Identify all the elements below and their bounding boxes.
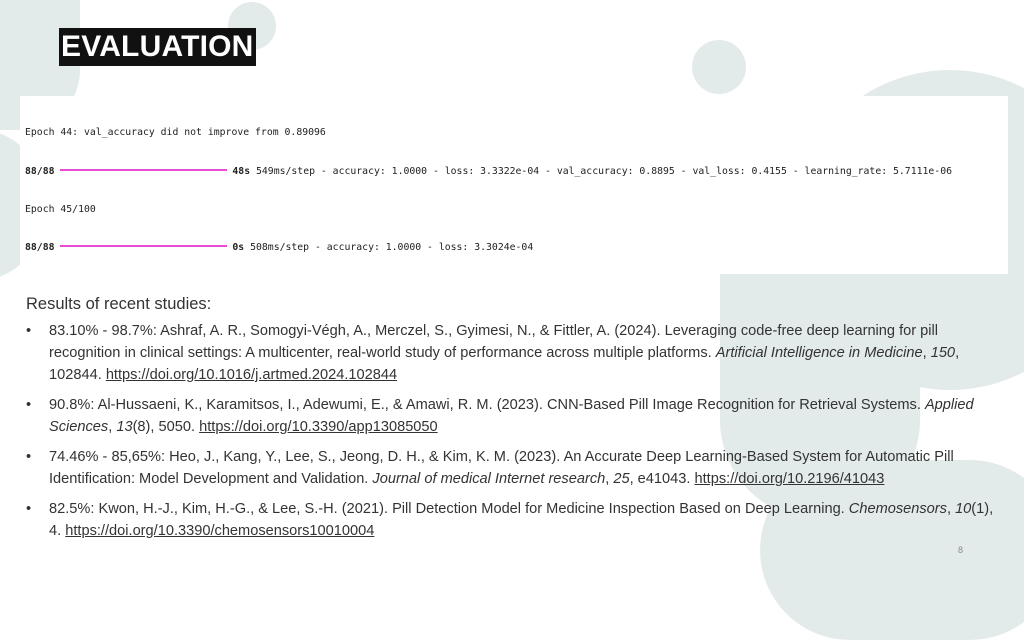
- log-metrics: 508ms/step - accuracy: 1.0000 - loss: 3.3024e-04: [244, 241, 534, 253]
- studies-list: [26, 320, 1006, 550]
- list-item: [26, 320, 1006, 386]
- volume: 25: [613, 471, 630, 487]
- log-line: Epoch 44: val_accuracy did not improve from 0.89096: [25, 127, 326, 139]
- progress-bar: [60, 245, 227, 247]
- journal-name: Chemosensors: [848, 501, 947, 517]
- volume: 13: [116, 419, 133, 435]
- separator: ,: [605, 471, 614, 487]
- list-item: [26, 446, 1006, 490]
- page-number: 8: [958, 545, 964, 555]
- progress-bar: [60, 169, 227, 171]
- bullet: •: [26, 449, 32, 465]
- journal-name: Journal of medical Internet research: [372, 471, 606, 487]
- volume: 150: [930, 345, 956, 361]
- step-count: 88/88: [25, 241, 55, 253]
- pages: , e41043.: [629, 471, 695, 487]
- step-time: 0s: [232, 241, 245, 253]
- volume: 10: [955, 501, 972, 517]
- log-line: [25, 242, 1008, 255]
- slide-title: EVALUATION: [59, 28, 256, 66]
- study-citation: 82.5%: Kwon, H.-J., Kim, H.-G., & Lee, S.-H. (2021). Pill Detection Model for Medicine Inspection Based on Deep Learning.: [49, 501, 849, 517]
- bullet: •: [26, 501, 32, 517]
- doi-link[interactable]: https://doi.org/10.2196/41043: [694, 471, 885, 487]
- log-line: [25, 166, 1008, 179]
- step-time: 48s: [232, 165, 251, 177]
- pages: , 102844.: [49, 345, 960, 383]
- separator: ,: [922, 345, 931, 361]
- journal-name: Applied Sciences: [49, 397, 974, 435]
- journal-name: Artificial Intelligence in Medicine: [715, 345, 923, 361]
- list-item: [26, 394, 1006, 438]
- bullet: •: [26, 323, 32, 339]
- study-citation: 90.8%: Al-Hussaeni, K., Karamitsos, I., Adewumi, E., & Amawi, R. M. (2023). CNN-Based Pill Image Recognition for Retrieval Systems.: [49, 397, 925, 413]
- background-shape: [692, 40, 746, 94]
- step-count: 88/88: [25, 165, 55, 177]
- pages: (8), 5050.: [132, 419, 200, 435]
- log-metrics: 549ms/step - accuracy: 1.0000 - loss: 3.3322e-04 - val_accuracy: 0.8895 - val_loss: 0.4155 - learning_rate: 5.7111e-06: [250, 165, 952, 177]
- separator: ,: [108, 419, 117, 435]
- doi-link[interactable]: https://doi.org/10.3390/app13085050: [199, 419, 438, 435]
- study-citation: 74.46% - 85,65%: Heo, J., Kang, Y., Lee, S., Jeong, D. H., & Kim, K. M. (2023). An Accurate Deep Learning-Based System for Automatic Pill Identification: Model Development and Validation.: [49, 449, 954, 487]
- bullet: •: [26, 397, 32, 413]
- separator: ,: [946, 501, 956, 517]
- doi-link[interactable]: https://doi.org/10.3390/chemosensors10010004: [65, 523, 375, 539]
- training-log: [20, 96, 1008, 274]
- results-heading: Results of recent studies:: [26, 295, 212, 313]
- pages: (1), 4.: [49, 501, 994, 539]
- doi-link[interactable]: https://doi.org/10.1016/j.artmed.2024.102844: [105, 367, 398, 383]
- log-line: Epoch 45/100: [25, 203, 96, 215]
- study-citation: 83.10% - 98.7%: Ashraf, A. R., Somogyi-Végh, A., Merczel, S., Gyimesi, N., & Fittler, A. (2024). Leveraging code-free deep learning for pill recognition in clinical settings: A multicenter, real-world study of performance across multiple platforms.: [49, 323, 939, 361]
- list-item: [26, 498, 1006, 542]
